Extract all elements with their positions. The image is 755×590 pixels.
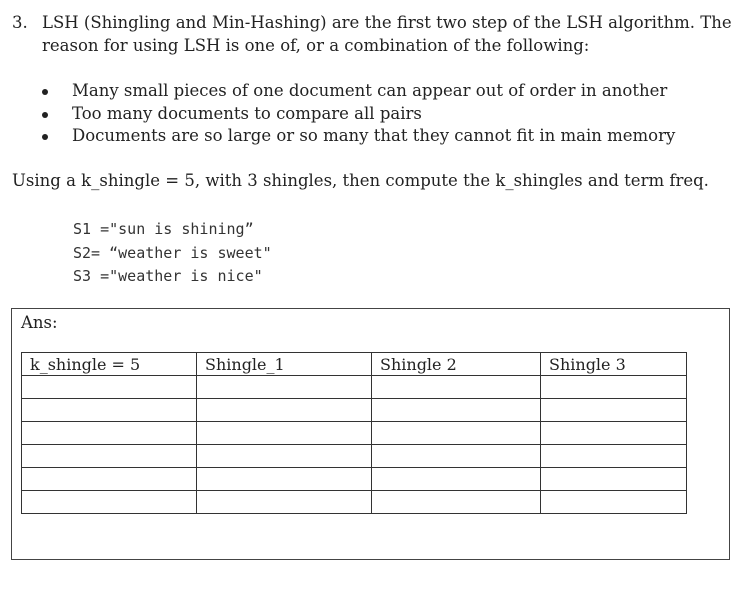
- table-cell[interactable]: [22, 491, 197, 514]
- table-cell[interactable]: [197, 445, 372, 468]
- header-shingle-2: Shingle 2: [372, 353, 541, 376]
- table-cell[interactable]: [541, 422, 687, 445]
- table-header-row: [22, 353, 687, 376]
- table-row: [22, 399, 687, 422]
- table-cell[interactable]: [22, 399, 197, 422]
- table-cell[interactable]: [197, 422, 372, 445]
- table-cell[interactable]: [22, 422, 197, 445]
- table-cell[interactable]: [372, 399, 541, 422]
- table-row: [22, 422, 687, 445]
- list-item: Documents are so large or so many that they cannot fit in main memory: [40, 125, 675, 148]
- string-definitions: [73, 218, 272, 289]
- table-cell[interactable]: [197, 468, 372, 491]
- header-k-shingle: k_shingle = 5: [22, 353, 197, 376]
- table-cell[interactable]: [197, 376, 372, 399]
- table-cell[interactable]: [22, 376, 197, 399]
- bullet-icon: [42, 134, 48, 140]
- code-line-s2: S2= “weather is sweet": [73, 243, 272, 262]
- table-cell[interactable]: [372, 376, 541, 399]
- list-item: Many small pieces of one document can appear out of order in another: [40, 80, 675, 103]
- table-cell[interactable]: [372, 468, 541, 491]
- table-cell[interactable]: [541, 445, 687, 468]
- bullet-icon: [42, 112, 48, 118]
- table-row: [22, 445, 687, 468]
- table-cell[interactable]: [541, 468, 687, 491]
- answer-label: Ans:: [21, 313, 58, 332]
- table-cell[interactable]: [372, 445, 541, 468]
- table-row: [22, 376, 687, 399]
- header-shingle-1: Shingle_1: [197, 353, 372, 376]
- table-cell[interactable]: [372, 491, 541, 514]
- answer-table: [21, 352, 687, 514]
- table-cell[interactable]: [541, 399, 687, 422]
- question-number: 3.: [12, 13, 28, 32]
- reasons-list: [40, 80, 675, 148]
- table-cell[interactable]: [372, 422, 541, 445]
- question-text: LSH (Shingling and Min-Hashing) are the first two step of the LSH algorithm. The reason for using LSH is one of, or a combination of the following:: [42, 13, 732, 55]
- code-line-s3: S3 ="weather is nice": [73, 267, 263, 285]
- table-cell[interactable]: [22, 468, 197, 491]
- instruction-text: Using a k_shingle = 5, with 3 shingles, then compute the k_shingles and term freq.: [12, 171, 709, 190]
- table-cell[interactable]: [22, 445, 197, 468]
- answer-box: [11, 308, 730, 560]
- code-line-s1: S1 ="sun is shining”: [73, 220, 254, 238]
- table-cell[interactable]: [197, 399, 372, 422]
- table-row: [22, 468, 687, 491]
- bullet-icon: [42, 89, 48, 95]
- table-cell[interactable]: [197, 491, 372, 514]
- question-3: [12, 11, 742, 57]
- header-shingle-3: Shingle 3: [541, 353, 687, 376]
- table-cell[interactable]: [541, 376, 687, 399]
- list-item: Too many documents to compare all pairs: [40, 103, 675, 126]
- table-row: [22, 491, 687, 514]
- table-cell[interactable]: [541, 491, 687, 514]
